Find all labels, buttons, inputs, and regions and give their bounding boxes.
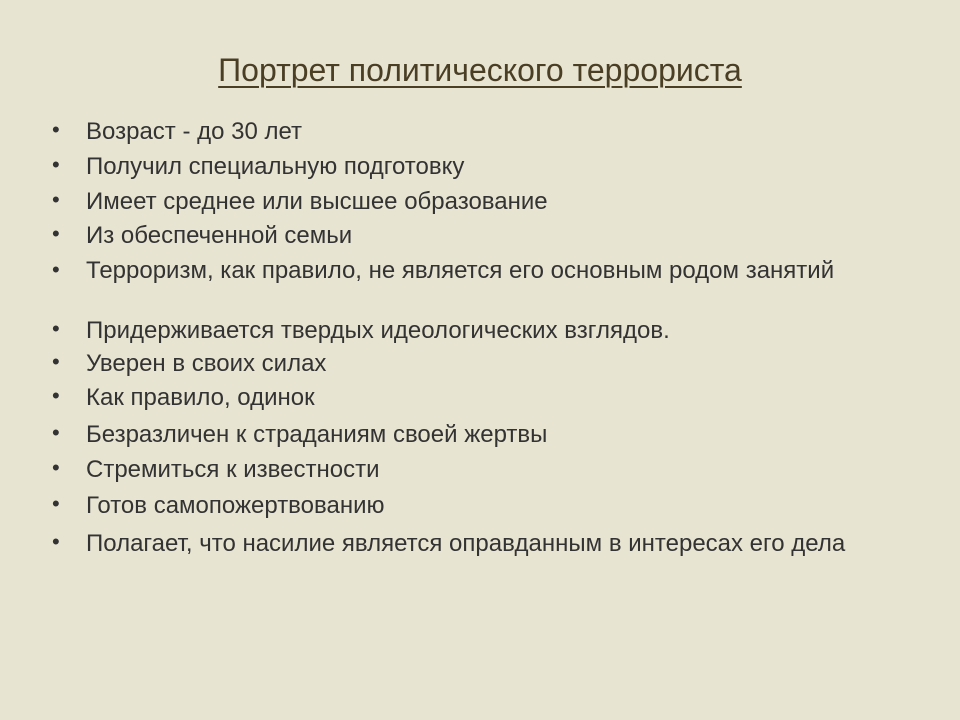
list-item-text: Терроризм, как правило, не является его основным родом занятий (86, 257, 835, 284)
list-item-text: Безразличен к страданиям своей жертвы (86, 421, 548, 448)
bullet-icon: • (52, 316, 60, 341)
list-item-text: Готов самопожертвованию (86, 492, 385, 519)
list-item (52, 258, 912, 284)
list-item-text: Возраст - до 30 лет (86, 118, 303, 145)
list-item-text: Придерживается твердых идеологических взглядов. (86, 317, 670, 344)
bullet-icon: • (52, 257, 60, 282)
bullet-icon: • (52, 383, 60, 408)
list-item (52, 118, 912, 146)
list-item-text: Стремиться к известности (86, 456, 380, 483)
bullet-icon: • (52, 455, 60, 480)
list-item (52, 530, 912, 558)
list-item (52, 188, 912, 216)
list-item (52, 350, 912, 378)
list-item (52, 317, 912, 345)
list-item (52, 384, 912, 412)
bullet-icon: • (52, 152, 60, 177)
bullet-icon: • (52, 349, 60, 374)
bullet-icon: • (52, 529, 60, 554)
list-item (52, 222, 912, 250)
bullet-icon: • (52, 221, 60, 246)
list-item-text: Получил специальную подготовку (86, 153, 465, 180)
list-item (52, 153, 912, 181)
list-item-text: Из обеспеченной семьи (86, 222, 353, 249)
list-item (52, 421, 912, 449)
list-item (52, 492, 912, 520)
list-item-text: Полагает, что насилие является оправданным в интересах его дела (86, 530, 846, 557)
list-item (52, 456, 912, 484)
slide-title-text: Портрет политического террориста (218, 52, 742, 88)
bullet-icon: • (52, 420, 60, 445)
list-item-text: Имеет среднее или высшее образование (86, 188, 548, 215)
bullet-icon: • (52, 491, 60, 516)
list-item-text: Как правило, одинок (86, 384, 315, 411)
bullet-icon: • (52, 187, 60, 212)
bullet-icon: • (52, 117, 60, 142)
list-item-text: Уверен в своих силах (86, 350, 327, 377)
